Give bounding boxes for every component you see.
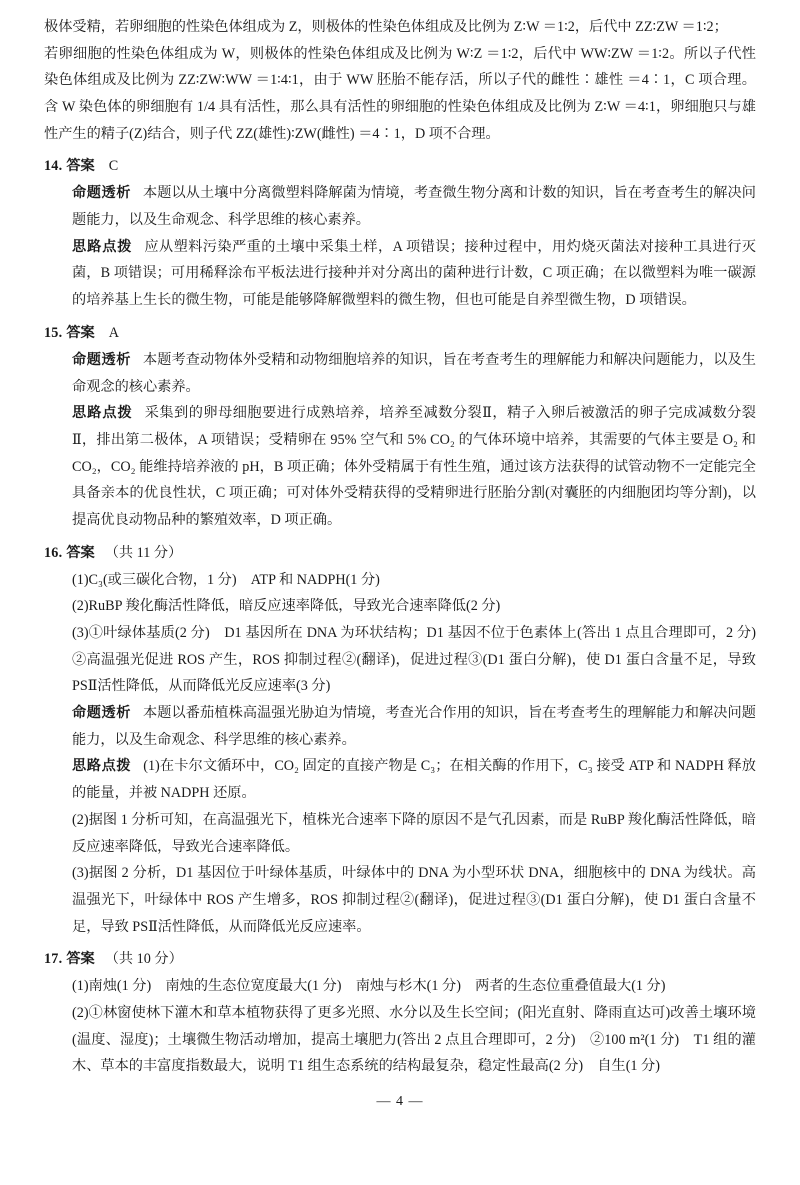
continued-paragraph-2: 若卵细胞的性染色体组成为 W，则极体的性染色体组成及比例为 W∶Z ＝1∶2，后代中 WW∶ZW ＝1∶2。所以子代性染色体组成及比例为 ZZ∶ZW∶WW ＝1∶4∶1，由于 WW 胚胎不能存活，所以子代的雌性∶雄性 ＝4∶1，C 项合理。含 W 染色体的卵细胞有 1/4 具有活性，那么具有活性的卵细胞的性染色体组成及比例为 Z∶W ＝4∶1，卵细胞只与雄性产生的精子(Z)结合，则子代 ZZ(雄性)∶ZW(雌性) ＝4∶1，D 项不合理。: [44, 45, 756, 142]
question-16-item-1: (1)C₃(或三碳化合物，1 分) ATP 和 NADPH(1 分): [72, 571, 380, 588]
question-16-items: [44, 567, 771, 941]
hint-tag: 思路点拨: [72, 758, 132, 775]
question-14-analysis: [72, 180, 756, 233]
question-17-items: [44, 973, 756, 1080]
question-14-answer-value: C: [108, 158, 119, 175]
analysis-text: 本题以番茄植株高温强光胁迫为情境，考查光合作用的知识，旨在考查考生的理解能力和解决问题能力，以及生命观念、科学思维的核心素养。: [72, 705, 756, 748]
question-block-15: [44, 320, 756, 534]
question-17-answer-label: 答案: [66, 951, 95, 968]
question-16-hint-item-3: (3)据图 2 分析，D1 基因位于叶绿体基质，叶绿体中的 DNA 为小型环状 DNA，细胞核中的 DNA 为线状。高温强光下，叶绿体中 ROS 产生增多，ROS 抑制过程②(翻译)，促进过程③(D1 蛋白分解)，使 D1 蛋白含量不足，导致 PSⅡ活性降低，从而降低光反应速率。: [72, 865, 756, 935]
analysis-tag: 命题透析: [72, 185, 132, 202]
continued-paragraph-1: 极体受精，若卵细胞的性染色体组成为 Z，则极体的性染色体组成及比例为 Z∶W ＝1∶2，后代中 ZZ∶ZW ＝1∶2；: [44, 19, 728, 35]
analysis-text: 本题考查动物体外受精和动物细胞培养的知识，旨在考查考生的理解能力和解决问题能力，以及生命观念的核心素养。: [72, 351, 756, 395]
analysis-text: 本题以从土壤中分离微塑料降解菌为情境，考查微生物分离和计数的知识，旨在考查考生的解决问题能力，以及生命观念、科学思维的核心素养。: [72, 185, 756, 229]
hint-tag: 思路点拨: [72, 238, 133, 255]
question-17-header: [44, 946, 756, 973]
question-17-answer-value: （共 10 分）: [104, 951, 183, 968]
question-15-body: [44, 347, 756, 534]
hint-text: (1)在卡尔文循环中，CO₂ 固定的直接产物是 C₃；在相关酶的作用下，C₃ 接受 ATP 和 NADPH 释放的能量，并被 NADPH 还原。: [72, 758, 756, 802]
question-16-answer-label: 答案: [66, 544, 95, 561]
question-16-hint-item-2: (2)据图 1 分析可知，在高温强光下，植株光合速率下降的原因不是气孔因素，而是 RuBP 羧化酶活性降低，暗反应速率降低，导致光合速率降低。: [72, 811, 756, 855]
hint-tag: 思路点拨: [72, 405, 133, 422]
analysis-tag: 命题透析: [72, 705, 132, 722]
question-16-answer-value: （共 11 分）: [104, 544, 183, 561]
question-15-header: [44, 320, 756, 347]
question-17-item-2: (2)①林窗使林下灌木和草本植物获得了更多光照、水分以及生长空间；(阳光直射、降雨直达可)改善土壤环境(温度、湿度)；土壤微生物活动增加，提高土壤肥力(答出 2 点且合理即可，2 分) ②100 m²(1 分) T1 组的灌木、草本的丰富度指数最大，说明 T1 组生态系统的结构最复杂，稳定性最高(2 分) 自生(1 分): [72, 1004, 756, 1075]
hint-text: 应从塑料污染严重的土壤中采集土样，A 项错误；接种过程中，用灼烧灭菌法对接种工具进行灭菌，B 项错误；可用稀释涂布平板法进行接种并对分离出的菌种进行计数，C 项正确；在以微塑料为唯一碳源的培养基上生长的微生物，可能是能够降解微塑料的微生物，但也可能是自养型微生物，D 项错误。: [72, 238, 756, 309]
question-block-17: [44, 946, 756, 1080]
question-16-analysis: [72, 700, 756, 753]
question-15-analysis: [72, 347, 756, 400]
question-16-header: [44, 540, 756, 567]
question-block-14: [44, 153, 756, 313]
question-14-hint: [72, 234, 756, 314]
question-15-hint: [72, 400, 756, 533]
question-16-item-2: (2)RuBP 羧化酶活性降低，暗反应速率降低，导致光合速率降低(2 分): [72, 598, 501, 615]
question-16-hint: [72, 753, 756, 806]
question-16-item-3: (3)①叶绿体基质(2 分) D1 基因所在 DNA 为环状结构；D1 基因不位于色素体上(答出 1 点且合理即可，2 分) ②高温强光促进 ROS 产生，ROS 抑制过程②(翻译)，促进过程③(D1 蛋白分解)，使 D1 蛋白含量不足，导致 PSⅡ活性降低，从而降低光反应速率(3 分): [72, 625, 771, 695]
question-14-header: [44, 153, 756, 180]
question-17-item-1: (1)南烛(1 分) 南烛的生态位宽度最大(1 分) 南烛与杉木(1 分) 两者的生态位重叠值最大(1 分): [72, 978, 666, 995]
continued-text-block: [44, 14, 756, 147]
page-footer: [44, 1094, 756, 1110]
question-17-number: 17.: [44, 951, 63, 968]
question-14-number: 14.: [44, 158, 63, 175]
question-15-number: 15.: [44, 324, 63, 341]
question-14-answer-label: 答案: [66, 158, 95, 175]
question-16-number: 16.: [44, 544, 63, 561]
analysis-tag: 命题透析: [72, 351, 132, 368]
question-15-answer-label: 答案: [66, 324, 95, 341]
question-14-body: [44, 180, 756, 313]
question-15-answer-value: A: [108, 324, 119, 341]
page-number: — 4 —: [376, 1094, 424, 1109]
question-block-16: [44, 540, 771, 941]
hint-text: 采集到的卵母细胞要进行成熟培养，培养至减数分裂Ⅱ，精子入卵后被激活的卵子完成减数分裂Ⅱ，排出第二极体，A 项错误；受精卵在 95% 空气和 5% CO₂ 的气体环境中培养，其需要的气体主要是 O₂ 和 CO₂，CO₂ 能维持培养液的 pH，B 项正确；体外受精属于有性生殖，通过该方法获得的试管动物不一定能完全具备亲本的优良性状，C 项正确；可对体外受精获得的受精卵进行胚胎分割(对囊胚的内细胞团均等分割)，以提高优良动物品种的繁殖效率，D 项正确。: [72, 405, 756, 528]
